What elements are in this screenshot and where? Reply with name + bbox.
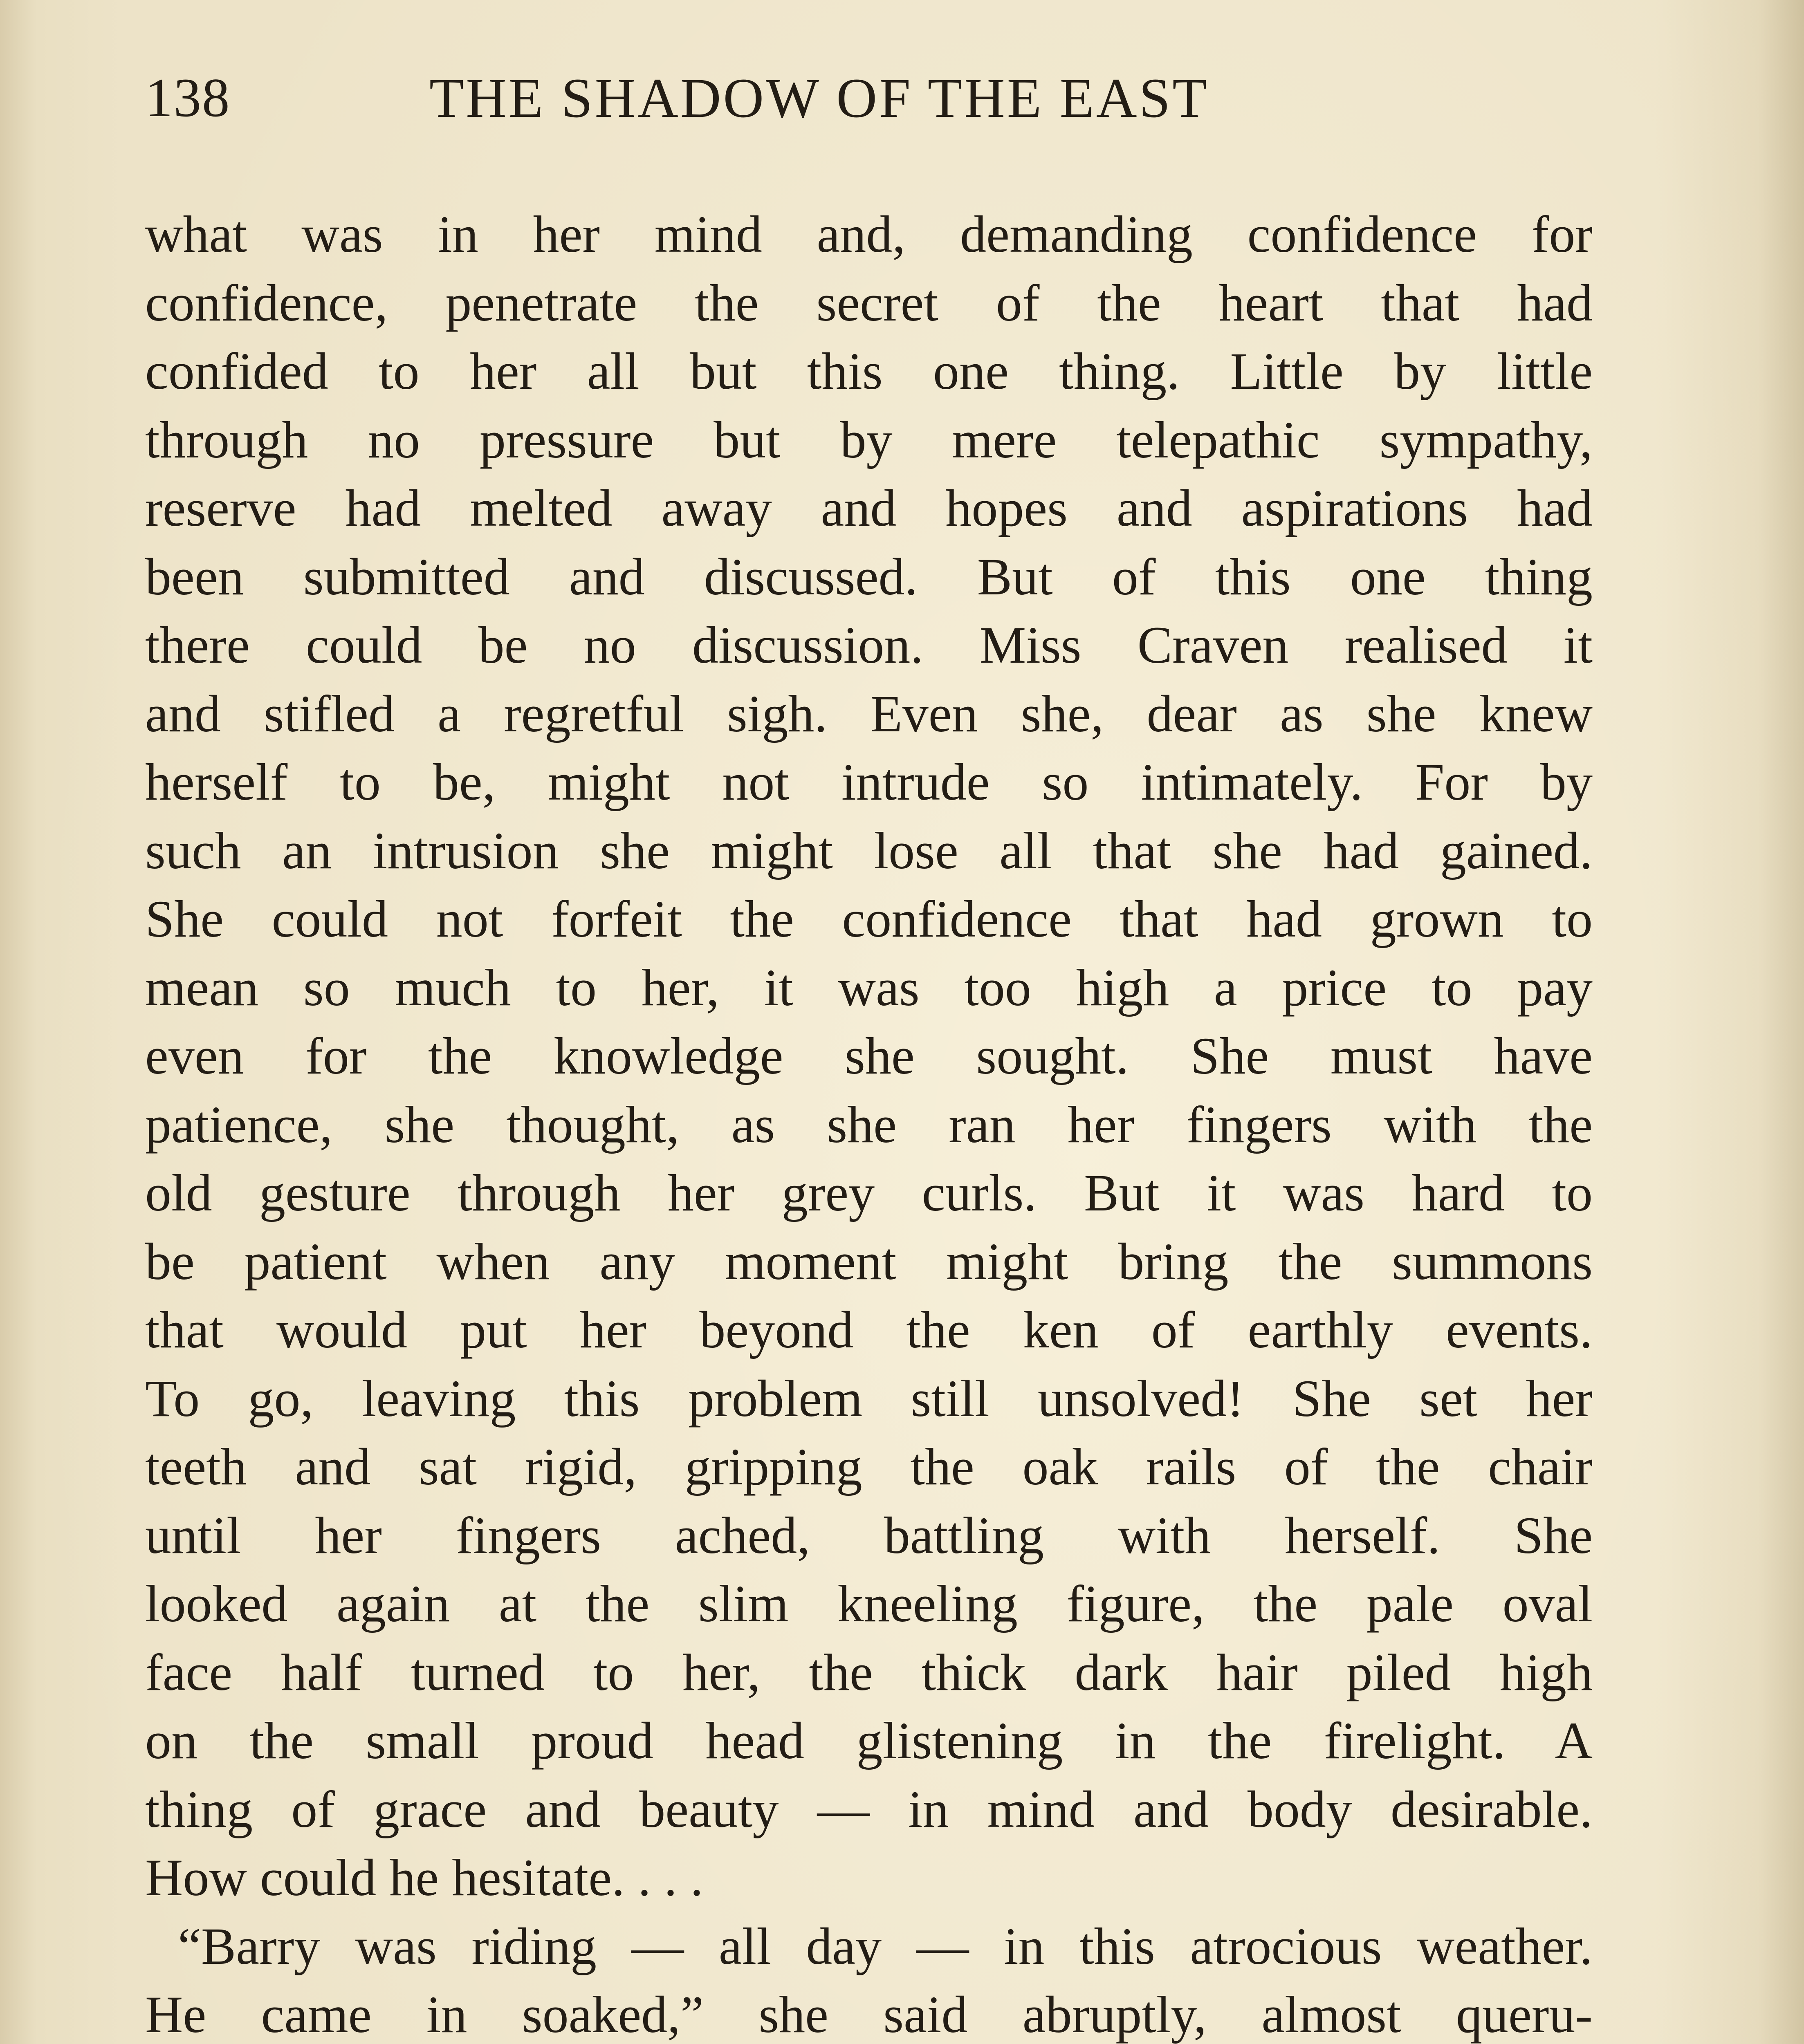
text-line: He came in soaked,” she said abruptly, almost queru- xyxy=(145,1986,1593,2044)
text-line: looked again at the slim kneeling figure, the pale oval xyxy=(145,1575,1593,1633)
text-line: and stifled a regretful sigh. Even she, dear as she knew xyxy=(145,684,1593,743)
text-line: She could not forfeit the confidence that had grown to xyxy=(145,890,1593,948)
book-title: THE SHADOW OF THE EAST xyxy=(429,67,1209,129)
page-number: 138 xyxy=(145,67,231,128)
text-line: teeth and sat rigid, gripping the oak rails of the chair xyxy=(145,1438,1593,1496)
text-line: confided to her all but this one thing. Little by little xyxy=(145,342,1593,400)
text-line: confidence, penetrate the secret of the heart that had xyxy=(145,273,1593,332)
text-line: “Barry was riding — all day — in this atrocious weather. xyxy=(178,1917,1593,1975)
text-line: patience, she thought, as she ran her fingers with the xyxy=(145,1095,1593,1154)
text-line: reserve had melted away and hopes and aspirations had xyxy=(145,479,1593,537)
text-line: there could be no discussion. Miss Craven realised it xyxy=(145,616,1593,674)
text-line: on the small proud head glistening in the firelight. A xyxy=(145,1712,1593,1770)
text-line: even for the knowledge she sought. She must have xyxy=(145,1027,1593,1085)
text-line: been submitted and discussed. But of this one thing xyxy=(145,547,1593,606)
text-line: herself to be, might not intrude so intimately. For by xyxy=(145,753,1593,811)
text-line: through no pressure but by mere telepathic sympathy, xyxy=(145,410,1593,469)
text-line: be patient when any moment might bring the summons xyxy=(145,1232,1593,1291)
text-line: face half turned to her, the thick dark hair piled high xyxy=(145,1643,1593,1701)
text-line: such an intrusion she might lose all that she had gained. xyxy=(145,821,1593,880)
text-line: mean so much to her, it was too high a price to pay xyxy=(145,958,1593,1017)
body-text xyxy=(145,200,1593,2044)
text-line: what was in her mind and, demanding confidence for xyxy=(145,205,1593,263)
text-line: To go, leaving this problem still unsolved! She set her xyxy=(145,1369,1593,1428)
text-line: old gesture through her grey curls. But it was hard to xyxy=(145,1164,1593,1222)
text-line: that would put her beyond the ken of earthly events. xyxy=(145,1301,1593,1359)
text-line: How could he hesitate. . . . xyxy=(145,1849,703,1907)
text-line: until her fingers ached, battling with herself. She xyxy=(145,1506,1593,1564)
text-line: thing of grace and beauty — in mind and body desirable. xyxy=(145,1780,1593,1838)
running-head xyxy=(145,57,1593,139)
